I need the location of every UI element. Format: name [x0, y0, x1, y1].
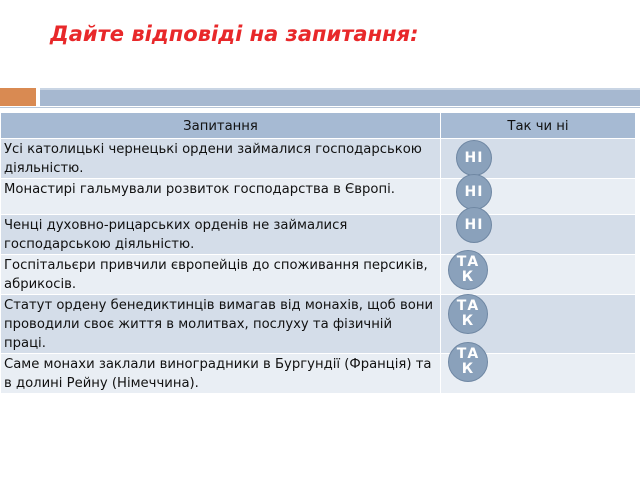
question-cell: Госпітальєри привчили європейців до споживання персиків, абрикосів.: [1, 255, 441, 295]
table-row: [1, 255, 636, 295]
question-cell: Статут ордену бенедиктинців вимагав від монахів, щоб вони проводили своє життя в молитвах, послуху та фізичній праці.: [1, 295, 441, 354]
slide-title: Дайте відповіді на запитання:: [50, 22, 419, 46]
table-header-row: [1, 113, 636, 139]
header-answer: Так чи ні: [441, 113, 636, 139]
answer-badge-ni: НІ: [456, 207, 492, 243]
answer-badge-ni: НІ: [456, 140, 492, 176]
decor-divider: [0, 107, 640, 108]
table-row: [1, 354, 636, 394]
question-cell: Монастирі гальмували розвиток господарства в Європі.: [1, 179, 441, 215]
decor-orange-bar: [0, 88, 36, 106]
question-cell: Ченці духовно-рицарських орденів не займалися господарською діяльністю.: [1, 215, 441, 255]
question-cell: Усі католицькі чернецькі ордени займалися господарською діяльністю.: [1, 139, 441, 179]
table-row: [1, 179, 636, 215]
answer-badge-ni: НІ: [456, 174, 492, 210]
questions-table: [0, 112, 636, 394]
table-row: [1, 139, 636, 179]
answer-badge-tak: ТАК: [448, 250, 488, 290]
question-cell: Саме монахи заклали виноградники в Бургундії (Франція) та в долині Рейну (Німеччина).: [1, 354, 441, 394]
header-question: Запитання: [1, 113, 441, 139]
decor-blue-bar: [40, 88, 640, 106]
answer-badge-tak: ТАК: [448, 294, 488, 334]
answer-badge-tak: ТАК: [448, 342, 488, 382]
table-row: [1, 295, 636, 354]
table-row: [1, 215, 636, 255]
